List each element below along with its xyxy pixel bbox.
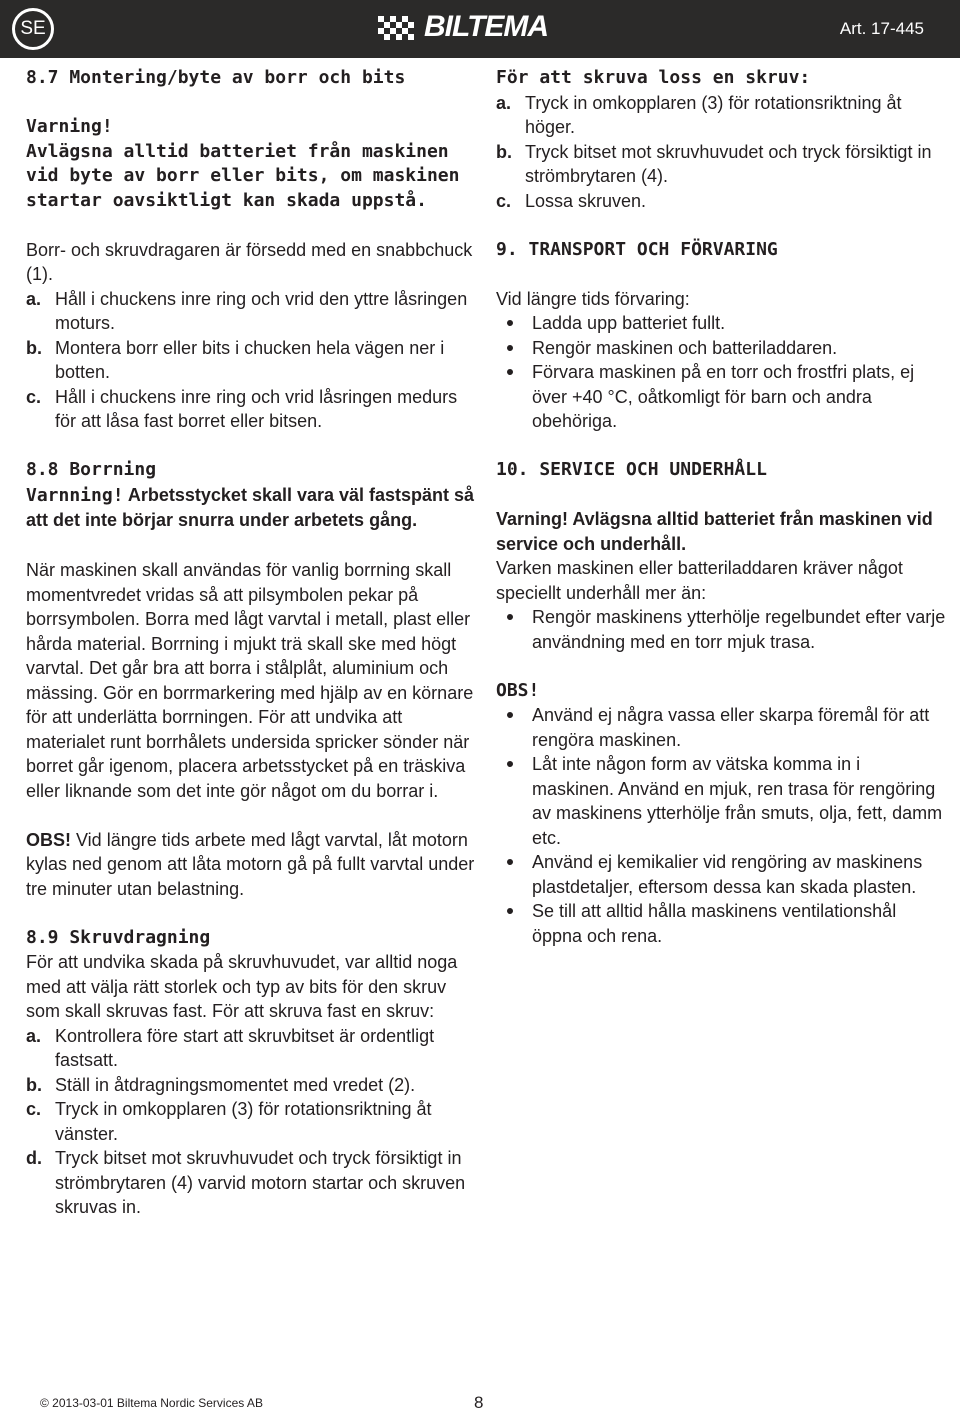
step-letter: b. [26, 337, 42, 358]
section-8-9-steps [26, 1024, 478, 1220]
bullet-icon [507, 712, 513, 718]
list-item [26, 1073, 478, 1098]
bullet-icon [507, 761, 513, 767]
page-header [0, 0, 960, 58]
section-9-list [496, 311, 946, 434]
section-8-8-title: 8.8 Borrning [26, 459, 157, 480]
list-item [496, 605, 946, 654]
list-item [496, 91, 946, 140]
section-8-7-warning: Varning! Avlägsna alltid batteriet från maskinen vid byte av borr eller bits, om maskinen startar oavsiktligt kan skada uppstå. [26, 116, 460, 211]
section-8-8-obs [26, 828, 478, 902]
list-item [26, 1024, 478, 1073]
list-item [496, 850, 946, 899]
section-10-list [496, 605, 946, 654]
step-text: Tryck in omkopplaren (3) för rotationsriktning åt höger. [525, 92, 902, 137]
section-10-warning: Varning! Avlägsna alltid batteriet från maskinen vid service och underhåll. [496, 509, 933, 554]
list-item [26, 385, 478, 434]
item-text: Låt inte någon form av vätska komma in i maskinen. Använd en mjuk, ren trasa för rengöring av maskinens ytterhölje från smuts, olja, fett, damm etc. [532, 754, 943, 848]
loosen-screw-title: För att skruva loss en skruv: [496, 67, 811, 88]
list-item [26, 1146, 478, 1220]
list-item [26, 287, 478, 336]
section-8-8-warning [26, 483, 478, 534]
step-letter: b. [496, 141, 512, 162]
step-letter: c. [26, 386, 42, 407]
step-letter: b. [26, 1074, 42, 1095]
section-8-9-intro: För att undvika skada på skruvhuvudet, var alltid noga med att välja rätt storlek och typ av bits för den skruv som skall skruvas fast. För att skruva fast en skruv: [26, 952, 458, 1021]
item-text: Rengör maskinen och batteriladdaren. [532, 337, 838, 358]
bullet-icon [507, 320, 513, 326]
list-item [496, 140, 946, 189]
checkered-flag-icon [378, 16, 418, 40]
section-9-title: 9. TRANSPORT OCH FÖRVARING [496, 238, 778, 260]
list-item [496, 752, 946, 850]
section-8-7-steps [26, 287, 478, 434]
step-text: Håll i chuckens inre ring och vrid låsringen medurs för att låsa fast borret eller bitsen. [55, 386, 458, 431]
list-item [496, 189, 946, 214]
step-letter: a. [26, 1025, 42, 1046]
step-letter: c. [496, 190, 512, 211]
bullet-icon [507, 345, 513, 351]
obs-title: OBS! [496, 679, 540, 701]
step-text: Lossa skruven. [525, 190, 647, 211]
section-8-8-body: När maskinen skall användas för vanlig borrning skall momentvredet vridas så att pilsymbolen pekar på borrsymbolen. Borra med lågt varvtal i metall, plast eller hårda material. Borrning i mjukt trä skall ske med högt varvtal. Det går bra att borra i stålplåt, aluminium och mässing. Gör en borrmarkering med hjälp av en körnare för att underlätta borrningen. För att undvika att materialet runt borrhålets undersida spricker sönder när borret går igenom, placera arbetsstycket på en träskiva eller liknande som det inte gör något om du borrar i. [26, 560, 474, 801]
item-text: Använd ej några vassa eller skarpa föremål för att rengöra maskinen. [532, 705, 930, 750]
section-9-intro: Vid längre tids förvaring: [496, 288, 690, 309]
article-number: Art. 17-445 [839, 19, 924, 38]
section-8-9-title: 8.9 Skruvdragning [26, 926, 211, 948]
list-item [496, 703, 946, 752]
list-item [26, 336, 478, 385]
copyright: © 2013-03-01 Biltema Nordic Services AB [40, 1396, 263, 1410]
bullet-icon [507, 614, 513, 620]
step-letter: d. [26, 1148, 42, 1168]
step-text: Håll i chuckens inre ring och vrid den yttre låsringen moturs. [55, 288, 468, 333]
item-text: Ladda upp batteriet fullt. [532, 313, 726, 333]
item-text: Använd ej kemikalier vid rengöring av maskinens plastdetaljer, eftersom dessa kan skada plasten. [532, 852, 923, 897]
section-8-7-title: 8.7 Montering/byte av borr och bits [26, 67, 406, 88]
section-10-intro: Varken maskinen eller batteriladdaren kräver något speciellt underhåll mer än: [496, 558, 903, 603]
step-text: Tryck bitset mot skruvhuvudet och tryck försiktigt in strömbrytaren (4) varvid motorn startar och skruven skruvas in. [55, 1148, 466, 1217]
warning-label: Varnning! [26, 484, 124, 506]
language-badge: SE [12, 8, 54, 50]
obs-list [496, 703, 946, 948]
item-text: Rengör maskinens ytterhölje regelbundet efter varje användning med en torr mjuk trasa. [532, 607, 946, 652]
item-text: Förvara maskinen på en torr och frostfri plats, ej över +40 °C, oåtkomligt för barn och andra obehöriga. [532, 362, 915, 431]
right-column [496, 66, 946, 948]
bullet-icon [507, 908, 513, 914]
item-text: Se till att alltid hålla maskinens ventilationshål öppna och rena. [532, 901, 897, 946]
bullet-icon [507, 859, 513, 865]
step-text: Montera borr eller bits i chucken hela vägen ner i botten. [55, 337, 445, 382]
step-letter: a. [496, 92, 512, 113]
section-8-7-intro: Borr- och skruvdragaren är försedd med en snabbchuck (1). [26, 239, 473, 284]
step-text: Ställ in åtdragningsmomentet med vredet (2). [55, 1074, 416, 1095]
list-item [26, 1097, 478, 1146]
step-letter: a. [26, 288, 42, 309]
step-text: Kontrollera före start att skruvbitset är ordentligt fastsatt. [55, 1025, 435, 1070]
section-10-title: 10. SERVICE OCH UNDERHÅLL [496, 459, 767, 480]
step-text: Tryck in omkopplaren (3) för rotationsriktning åt vänster. [55, 1099, 432, 1144]
obs-label: OBS! [26, 829, 71, 850]
list-item [496, 360, 946, 434]
list-item [496, 899, 946, 948]
step-letter: c. [26, 1099, 42, 1119]
obs-text: Vid längre tids arbete med lågt varvtal, låt motorn kylas ned genom att låta motorn gå på fullt varvtal under tre minuter utan belastning. [26, 829, 475, 899]
list-item [496, 336, 946, 361]
loosen-screw-steps [496, 91, 946, 214]
step-text: Tryck bitset mot skruvhuvudet och tryck försiktigt in strömbrytaren (4). [525, 141, 932, 186]
page-number: 8 [474, 1393, 484, 1412]
bullet-icon [507, 369, 513, 375]
warning-text: Arbetsstycket skall vara väl fastspänt så att det inte börjar snurra under arbetets gång. [26, 484, 475, 530]
left-column [26, 66, 478, 1220]
logo-text: BILTEMA [424, 10, 549, 43]
list-item [496, 311, 946, 336]
